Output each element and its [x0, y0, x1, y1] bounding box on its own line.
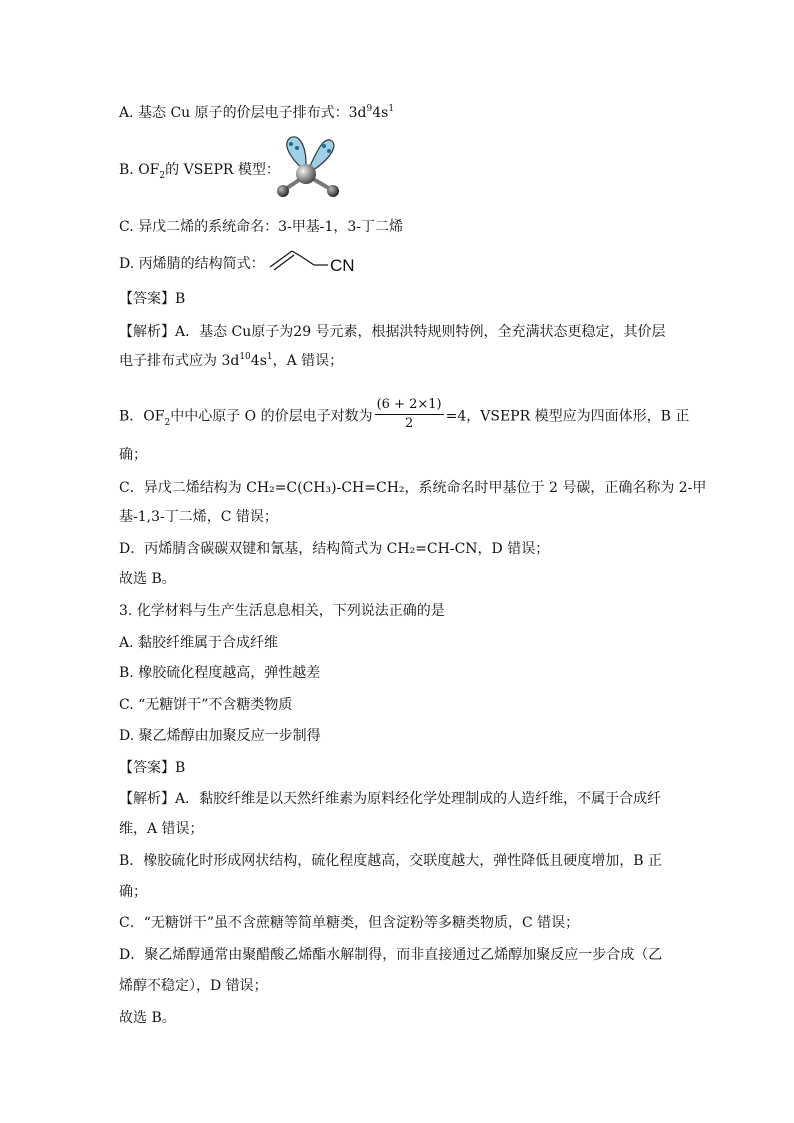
option-b-molecule-sub: 2: [159, 171, 166, 181]
option-a-text: A. 基态 Cu 原子的价层电子排布式：3d: [119, 105, 367, 121]
option-a-sup1: 9: [366, 104, 373, 114]
lone-pair-dot: [289, 142, 293, 146]
analysis-2-d-line1: D．聚乙烯醇通常由聚醋酸乙烯酯水解制得，而非直接通过乙烯醇加聚反应一步合成（乙: [119, 947, 663, 963]
analysis-1-b-post: =4，VSEPR 模型应为四面体形，B 正: [445, 408, 690, 425]
central-atom: [296, 164, 316, 184]
question-3-option-a: A. 黏胶纤维属于合成纤维: [119, 635, 279, 651]
option-d-text: D. 丙烯腈的结构简式：: [119, 256, 265, 272]
cn-label: CN: [330, 256, 355, 275]
analysis-1-c-line1: C．异戊二烯结构为 CH₂=C(CH₃)-CH=CH₂，系统命名时甲基位于 2 号碳，正确名称为 2-甲: [119, 480, 707, 496]
acrylonitrile-structure: [268, 247, 364, 277]
analysis-2-a-line2: 维，A 错误；: [119, 821, 204, 837]
analysis-1-conclusion: 故选 B。: [119, 571, 176, 587]
analysis-1-a-line1: 【解析】A．基态 Cu原子为29 号元素，根据洪特规则特例，全充满状态更稳定，其价层: [119, 324, 666, 340]
option-b-text: 的 VSEPR 模型：: [165, 162, 280, 178]
fraction-denominator: 2: [404, 416, 414, 431]
ligand-atom-right: [327, 185, 339, 197]
lone-pair-dot: [327, 149, 331, 153]
analysis-1-a-line2: [119, 352, 343, 372]
option-a-sup2: 1: [388, 104, 395, 114]
analysis-1-c-line2: 基-1,3-丁二烯，C 错误；: [119, 509, 278, 525]
vsepr-model-image: [272, 134, 346, 204]
option-b-label: B.: [119, 162, 139, 178]
answer-2: 【答案】B: [119, 760, 186, 776]
question-3-option-d: D. 聚乙烯醇由加聚反应一步制得: [119, 728, 321, 744]
analysis-1-a-mid: 4s: [250, 353, 267, 369]
option-b: [119, 161, 280, 181]
question-3-stem: 3. 化学材料与生产生活息息相关，下列说法正确的是: [119, 603, 445, 619]
analysis-2-conclusion: 故选 B。: [119, 1010, 176, 1026]
question-3-option-b: B. 橡胶硫化程度越高，弹性越差: [119, 665, 321, 681]
analysis-1-a-post: ，A 错误；: [272, 353, 344, 369]
answer-1: 【答案】B: [119, 291, 186, 307]
analysis-1-b-mid: 中中心原子 O 的价层电子对数为: [170, 408, 373, 425]
analysis-1-d-line: D．丙烯腈含碳碳双键和氰基，结构简式为 CH₂=CH-CN，D 错误；: [119, 541, 550, 557]
analysis-1-b-line1: [119, 398, 689, 435]
analysis-1-a-line2-text: 电子排布式应为 3d: [119, 353, 240, 369]
valence-pair-fraction: [375, 396, 444, 433]
lone-pair-dot: [322, 144, 326, 148]
analysis-1-a-sup1: 10: [239, 352, 251, 362]
option-a: [119, 104, 394, 124]
option-b-molecule: OF: [138, 162, 160, 178]
option-c: C. 异戊二烯的系统命名：3-甲基-1，3-丁二烯: [119, 219, 404, 235]
analysis-2-b-line2: 确；: [119, 884, 147, 900]
lone-pair-dot: [295, 146, 299, 150]
analysis-2-d-line2: 烯醇不稳定），D 错误；: [119, 978, 268, 994]
ligand-atom-left: [277, 185, 289, 197]
option-a-mid: 4s: [372, 105, 389, 121]
analysis-1-b-pre: B．OF: [119, 408, 165, 425]
analysis-1-b-sub: 2: [164, 417, 171, 428]
analysis-2-b-line1: B．橡胶硫化时形成网状结构，硫化程度越高，交联度越大，弹性降低且硬度增加，B 正: [119, 853, 663, 869]
fraction-numerator: (6 + 2×1): [375, 396, 444, 415]
analysis-1-b-line2: 确；: [119, 447, 147, 463]
analysis-1-a-sup2: 1: [266, 352, 273, 362]
question-3-option-c: C. “无糖饼干”不含糖类物质: [119, 697, 293, 713]
analysis-2-a-line1: 【解析】A．黏胶纤维是以天然纤维素为原料经化学处理制成的人造纤维，不属于合成纤: [119, 791, 662, 807]
option-d: [119, 255, 265, 273]
analysis-2-c-line: C．“无糖饼干”虽不含蔗糖等简单糖类，但含淀粉等多糖类物质，C 错误；: [119, 915, 580, 931]
